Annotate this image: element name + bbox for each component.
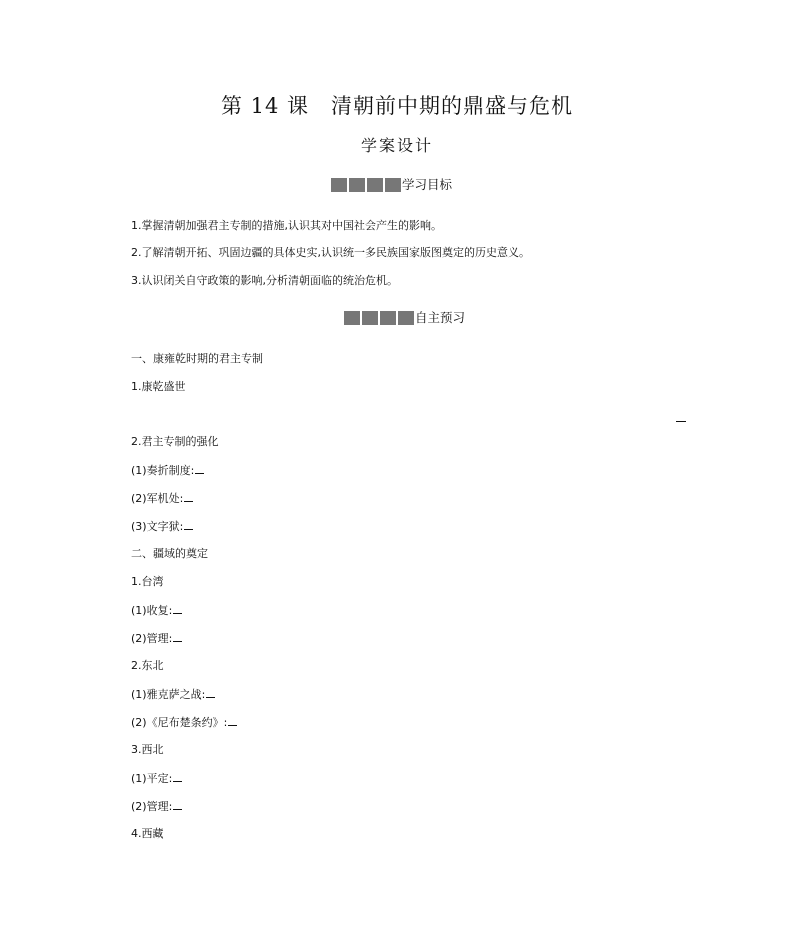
preview-item: 4.西藏 bbox=[131, 827, 164, 840]
preview-item-label: (1)收复: bbox=[131, 604, 173, 617]
objective-item: 1.掌握清朝加强君主专制的措施,认识其对中国社会产生的影响。 bbox=[131, 219, 442, 232]
preview-item: 3.西北 bbox=[131, 743, 164, 756]
preview-item-label: (3)文字狱: bbox=[131, 520, 184, 533]
answer-blank[interactable] bbox=[676, 421, 686, 422]
marker-block bbox=[344, 311, 360, 325]
preview-item bbox=[131, 463, 204, 478]
answer-blank[interactable] bbox=[173, 799, 182, 810]
preview-item: 2.东北 bbox=[131, 659, 164, 672]
preview-item bbox=[131, 491, 193, 506]
answer-blank[interactable] bbox=[173, 631, 182, 642]
preview-item bbox=[131, 687, 215, 702]
preview-item-label: (2)管理: bbox=[131, 632, 173, 645]
preview-heading: 一、康雍乾时期的君主专制 bbox=[131, 352, 263, 365]
preview-item bbox=[131, 799, 182, 814]
section-header-preview bbox=[344, 311, 465, 325]
section-marker-icon bbox=[331, 178, 401, 192]
preview-item: 1.康乾盛世 bbox=[131, 380, 186, 393]
marker-block bbox=[362, 311, 378, 325]
answer-blank[interactable] bbox=[195, 463, 204, 474]
answer-blank[interactable] bbox=[228, 715, 237, 726]
preview-item bbox=[131, 631, 182, 646]
preview-item bbox=[131, 603, 182, 618]
section-header-objectives bbox=[331, 178, 452, 192]
preview-item-label: (2)军机处: bbox=[131, 492, 184, 505]
marker-block bbox=[349, 178, 365, 192]
preview-heading: 二、疆域的奠定 bbox=[131, 547, 208, 560]
preview-item bbox=[131, 771, 182, 786]
preview-item bbox=[131, 519, 193, 534]
preview-item-label: (2)《尼布楚条约》: bbox=[131, 716, 228, 729]
preview-item: 2.君主专制的强化 bbox=[131, 435, 219, 448]
marker-block bbox=[385, 178, 401, 192]
lesson-title: 第 14 课 清朝前中期的鼎盛与危机 bbox=[220, 94, 574, 118]
preview-item-label: (2)管理: bbox=[131, 800, 173, 813]
preview-item-label: (1)奏折制度: bbox=[131, 464, 195, 477]
preview-item-label: (1)雅克萨之战: bbox=[131, 688, 206, 701]
preview-item bbox=[131, 715, 237, 730]
answer-blank[interactable] bbox=[184, 519, 193, 530]
section-label-objectives: 学习目标 bbox=[402, 177, 453, 192]
preview-item: 1.台湾 bbox=[131, 575, 164, 588]
answer-blank[interactable] bbox=[184, 491, 193, 502]
preview-item-label: (1)平定: bbox=[131, 772, 173, 785]
section-label-preview: 自主预习 bbox=[415, 310, 466, 325]
marker-block bbox=[367, 178, 383, 192]
marker-block bbox=[331, 178, 347, 192]
marker-block bbox=[398, 311, 414, 325]
marker-block bbox=[380, 311, 396, 325]
answer-blank[interactable] bbox=[173, 603, 182, 614]
answer-blank[interactable] bbox=[173, 771, 182, 782]
section-marker-icon bbox=[344, 311, 414, 325]
lesson-subtitle: 学案设计 bbox=[360, 136, 433, 155]
objective-item: 3.认识闭关自守政策的影响,分析清朝面临的统治危机。 bbox=[131, 274, 398, 287]
answer-blank[interactable] bbox=[206, 687, 215, 698]
objective-item: 2.了解清朝开拓、巩固边疆的具体史实,认识统一多民族国家版图奠定的历史意义。 bbox=[131, 246, 530, 259]
